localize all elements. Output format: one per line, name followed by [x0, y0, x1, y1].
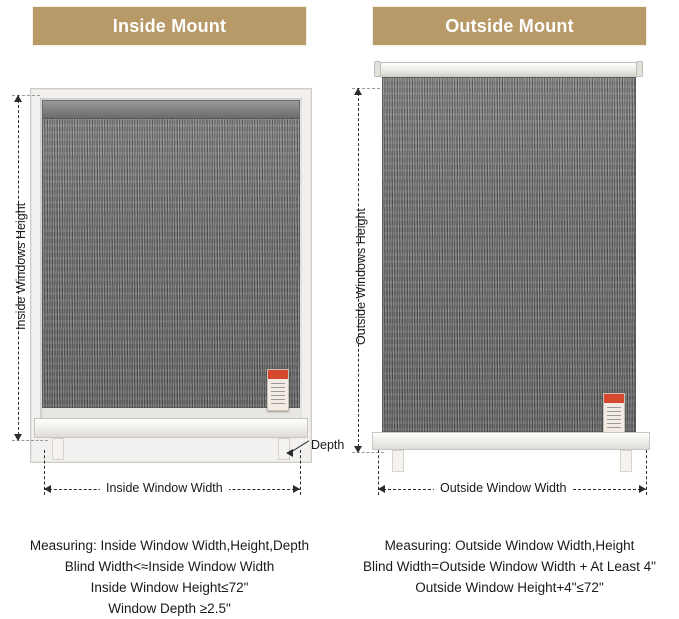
window-sill-leg-right-outside — [620, 450, 632, 472]
window-sill-outside — [372, 432, 650, 450]
caption-inside-line-2: Blind Width<≈Inside Window Width — [64, 559, 275, 574]
depth-arrow-inside — [286, 449, 293, 457]
product-tag-inside — [267, 369, 289, 411]
caption-inside-line-4: Window Depth ≥2.5" — [108, 601, 231, 616]
width-extension-right-inside — [300, 450, 301, 495]
window-illustration-inside — [30, 88, 312, 463]
roller-tube-outside — [378, 62, 640, 78]
caption-inside-line-3: Inside Window Height≤72" — [90, 580, 249, 595]
banner-outside-mount — [372, 6, 647, 46]
blind-headrail-inside — [42, 100, 300, 118]
product-tag-outside-header — [604, 394, 624, 403]
caption-inside-mount — [0, 535, 339, 619]
width-dimension-label-outside: Outside Window Width — [434, 481, 572, 495]
window-sill-leg-left-inside — [52, 438, 64, 460]
panel-outside-mount — [340, 0, 679, 617]
height-arrow-bottom-outside — [354, 446, 362, 453]
banner-outside-mount-label: Outside Mount — [445, 15, 574, 36]
product-tag-outside — [603, 393, 625, 435]
product-tag-outside-text — [607, 407, 621, 431]
width-extension-right-outside — [646, 450, 647, 495]
product-tag-inside-header — [268, 370, 288, 379]
window-sill-inside — [34, 418, 308, 438]
height-arrow-top-inside — [14, 95, 22, 102]
caption-outside-mount — [340, 535, 679, 598]
height-dimension-label-inside: Inside Windows Height — [14, 202, 28, 330]
blind-fabric-inside — [42, 118, 300, 408]
product-tag-inside-text — [271, 383, 285, 407]
banner-inside-mount — [32, 6, 307, 46]
banner-inside-mount-label: Inside Mount — [112, 15, 227, 36]
width-arrow-left-outside — [378, 485, 385, 493]
height-arrow-bottom-inside — [14, 434, 22, 441]
caption-inside-line-1: Measuring: Inside Window Width,Height,Depth — [29, 538, 310, 553]
roller-cap-right-outside — [636, 61, 643, 77]
width-dimension-label-inside: Inside Window Width — [100, 481, 229, 495]
window-illustration-outside — [370, 58, 652, 463]
caption-outside-line-3: Outside Window Height+4"≤72" — [415, 580, 604, 595]
caption-outside-line-1: Measuring: Outside Window Width,Height — [384, 538, 635, 553]
window-sill-leg-left-outside — [392, 450, 404, 472]
width-arrow-right-outside — [639, 485, 646, 493]
height-dimension-label-outside: Outside Windows Height — [354, 208, 368, 345]
caption-outside-line-2: Blind Width=Outside Window Width + At Least 4" — [363, 559, 656, 574]
height-arrow-top-outside — [354, 88, 362, 95]
blind-fabric-outside — [382, 77, 636, 432]
width-arrow-right-inside — [293, 485, 300, 493]
width-arrow-left-inside — [44, 485, 51, 493]
depth-label-inside: Depth — [311, 438, 345, 452]
roller-cap-left-outside — [374, 61, 381, 77]
